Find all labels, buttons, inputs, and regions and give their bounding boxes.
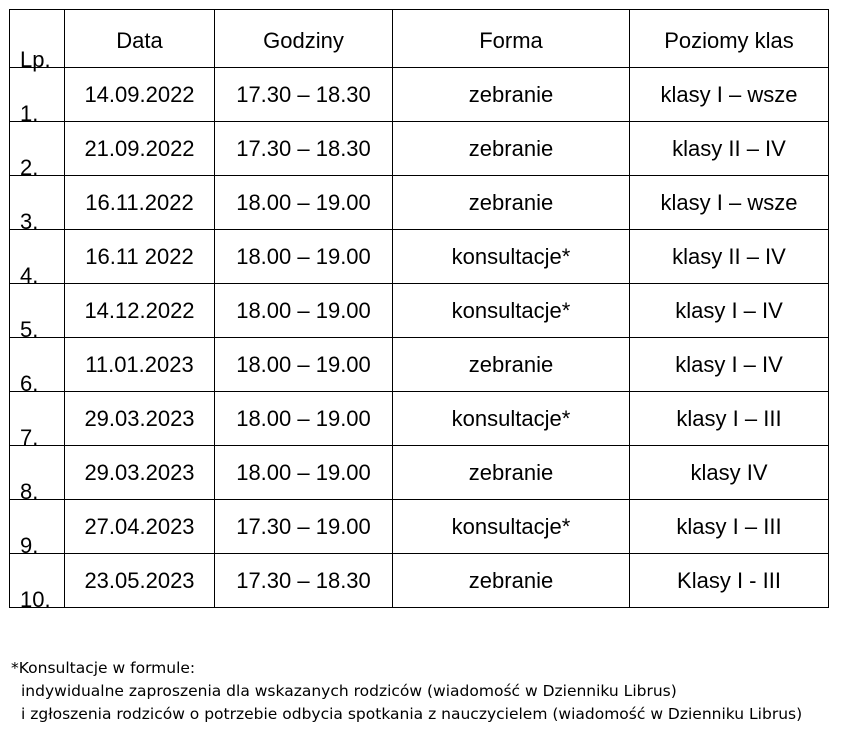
cell-godziny: 17.30 – 19.00 <box>215 500 393 554</box>
cell-lp: 8. <box>10 446 65 500</box>
table-row <box>10 446 829 500</box>
cell-data: 11.01.2023 <box>65 338 215 392</box>
cell-godziny: 18.00 – 19.00 <box>215 446 393 500</box>
cell-lp: 2. <box>10 122 65 176</box>
cell-poziomy-klas: klasy I – IV <box>630 284 829 338</box>
cell-forma: konsultacje* <box>393 392 630 446</box>
cell-forma: zebranie <box>393 554 630 608</box>
table-row <box>10 500 829 554</box>
footnote <box>11 657 802 726</box>
table-header-row <box>10 10 829 68</box>
cell-godziny: 18.00 – 19.00 <box>215 284 393 338</box>
cell-poziomy-klas: klasy IV <box>630 446 829 500</box>
cell-forma: konsultacje* <box>393 230 630 284</box>
cell-lp: 4. <box>10 230 65 284</box>
cell-forma: zebranie <box>393 338 630 392</box>
cell-lp: 1. <box>10 68 65 122</box>
footnote-line-1: indywidualne zaproszenia dla wskazanych rodziców (wiadomość w Dzienniku Librus) <box>21 682 677 700</box>
cell-poziomy-klas: Klasy I - III <box>630 554 829 608</box>
table-row <box>10 176 829 230</box>
header-lp: Lp. <box>10 10 65 68</box>
cell-data: 29.03.2023 <box>65 446 215 500</box>
cell-data: 27.04.2023 <box>65 500 215 554</box>
table-body <box>10 68 829 612</box>
cell-data: 16.11.2022 <box>65 176 215 230</box>
table-row <box>10 284 829 338</box>
cell-data: 14.09.2022 <box>65 68 215 122</box>
cell-lp: 7. <box>10 392 65 446</box>
cell-poziomy-klas: klasy I – wsze <box>630 68 829 122</box>
cell-poziomy-klas: klasy II – IV <box>630 122 829 176</box>
cell-forma: zebranie <box>393 176 630 230</box>
cell-godziny: 18.00 – 19.00 <box>215 230 393 284</box>
table-row <box>10 554 829 608</box>
cell-godziny: 18.00 – 19.00 <box>215 392 393 446</box>
cell-godziny: 17.30 – 18.30 <box>215 68 393 122</box>
cell-poziomy-klas: klasy I – III <box>630 392 829 446</box>
footnote-title: *Konsultacje w formule: <box>11 659 196 677</box>
cell-forma: zebranie <box>393 446 630 500</box>
footnote-line-2: i zgłoszenia rodziców o potrzebie odbycia spotkania z nauczycielem (wiadomość w Dzienniku Librus) <box>21 705 803 723</box>
cell-data: 29.03.2023 <box>65 392 215 446</box>
cell-poziomy-klas: klasy II – IV <box>630 230 829 284</box>
cell-poziomy-klas: klasy I – III <box>630 500 829 554</box>
cell-godziny: 17.30 – 18.30 <box>215 122 393 176</box>
cell-lp: 5. <box>10 284 65 338</box>
cell-forma: zebranie <box>393 68 630 122</box>
table-row <box>10 122 829 176</box>
table-row <box>10 68 829 122</box>
cell-forma: konsultacje* <box>393 500 630 554</box>
cell-data: 16.11 2022 <box>65 230 215 284</box>
header-data: Data <box>65 10 215 68</box>
header-poziomy-klas: Poziomy klas <box>630 10 829 68</box>
header-godziny: Godziny <box>215 10 393 68</box>
cell-godziny: 18.00 – 19.00 <box>215 176 393 230</box>
cell-forma: konsultacje* <box>393 284 630 338</box>
table-row <box>10 338 829 392</box>
cell-lp: 9. <box>10 500 65 554</box>
header-forma: Forma <box>393 10 630 68</box>
meetings-schedule-table <box>9 9 829 612</box>
cell-data: 14.12.2022 <box>65 284 215 338</box>
table-row <box>10 230 829 284</box>
cell-lp: 6. <box>10 338 65 392</box>
cell-poziomy-klas: klasy I – wsze <box>630 176 829 230</box>
cell-data: 23.05.2023 <box>65 554 215 608</box>
cell-godziny: 18.00 – 19.00 <box>215 338 393 392</box>
cell-data: 21.09.2022 <box>65 122 215 176</box>
cell-godziny: 17.30 – 18.30 <box>215 554 393 608</box>
table-row <box>10 392 829 446</box>
cell-poziomy-klas: klasy I – IV <box>630 338 829 392</box>
cell-lp: 10. <box>10 554 65 608</box>
cell-forma: zebranie <box>393 122 630 176</box>
cell-lp: 3. <box>10 176 65 230</box>
